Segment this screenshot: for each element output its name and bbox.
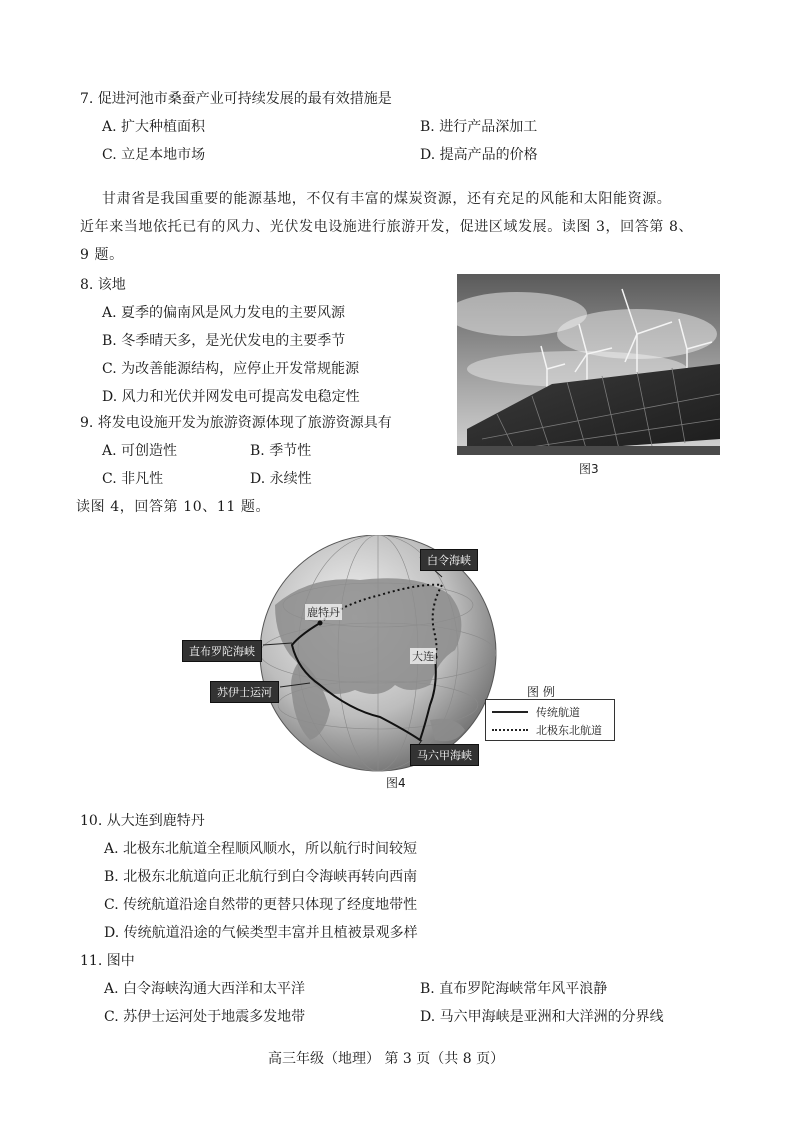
q9-option-c: C. 非凡性 — [102, 471, 164, 487]
q11-option-d: D. 马六甲海峡是亚洲和大洋洲的分界线 — [420, 1009, 664, 1025]
figure-3-caption: 图3 — [579, 462, 599, 476]
label-malacca-strait: 马六甲海峡 — [410, 744, 479, 766]
label-gibraltar-strait: 直布罗陀海峡 — [182, 640, 262, 662]
dotted-line-symbol — [492, 729, 528, 731]
q7-option-c: C. 立足本地市场 — [102, 147, 206, 163]
legend-northeast-label: 北极东北航道 — [536, 724, 602, 737]
legend-traditional-label: 传统航道 — [536, 706, 580, 719]
q11-stem: 11. 图中 — [80, 953, 135, 969]
q7-option-a: A. 扩大种植面积 — [102, 119, 206, 135]
q7-option-b: B. 进行产品深加工 — [420, 119, 538, 135]
legend-title: 图 例 — [527, 685, 555, 699]
legend-row-northeast — [492, 722, 602, 738]
intro-line-3: 9 题。 — [80, 247, 124, 263]
q9-option-b: B. 季节性 — [250, 443, 312, 459]
q7-option-d: D. 提高产品的价格 — [420, 147, 538, 163]
page-footer: 高三年级（地理） 第 3 页（共 8 页） — [268, 1051, 505, 1067]
q11-option-b: B. 直布罗陀海峡常年风平浪静 — [420, 981, 608, 997]
q9-option-a: A. 可创造性 — [102, 443, 178, 459]
q8-option-b: B. 冬季晴天多，是光伏发电的主要季节 — [102, 333, 346, 349]
label-suez-canal: 苏伊士运河 — [210, 681, 279, 703]
q10-option-b: B. 北极东北航道向正北航行到白令海峡再转向西南 — [104, 869, 418, 885]
label-dalian: 大连 — [412, 650, 434, 663]
q8-option-a: A. 夏季的偏南风是风力发电的主要风源 — [102, 305, 346, 321]
legend-row-traditional — [492, 704, 580, 720]
q10-stem: 10. 从大连到鹿特丹 — [80, 813, 205, 829]
q10-option-a: A. 北极东北航道全程顺风顺水，所以航行时间较短 — [104, 841, 418, 857]
solar-wind-farm-image — [457, 274, 720, 455]
legend-box — [485, 699, 615, 741]
q8-option-d: D. 风力和光伏并网发电可提高发电稳定性 — [102, 389, 360, 405]
q10-option-d: D. 传统航道沿途的气候类型丰富并且植被景观多样 — [104, 925, 418, 941]
label-rotterdam: 鹿特丹 — [307, 606, 340, 619]
intro-line-1: 甘肃省是我国重要的能源基地，不仅有丰富的煤炭资源，还有充足的风能和太阳能资源。 — [102, 191, 672, 207]
figure-4-caption: 图4 — [386, 776, 406, 790]
q9-option-d: D. 永续性 — [250, 471, 312, 487]
q10-option-c: C. 传统航道沿途自然带的更替只体现了经度地带性 — [104, 897, 418, 913]
q9-stem: 9. 将发电设施开发为旅游资源体现了旅游资源具有 — [80, 415, 392, 431]
q11-option-c: C. 苏伊士运河处于地震多发地带 — [104, 1009, 306, 1025]
q8-stem: 8. 该地 — [80, 277, 126, 293]
q7-stem: 7. 促进河池市桑蚕产业可持续发展的最有效措施是 — [80, 91, 392, 107]
figure-3-photo — [457, 274, 720, 455]
label-bering-strait: 白令海峡 — [420, 549, 478, 571]
q8-option-c: C. 为改善能源结构，应停止开发常规能源 — [102, 361, 360, 377]
q11-option-a: A. 白令海峡沟通大西洋和太平洋 — [104, 981, 306, 997]
intro-line-2: 近年来当地依托已有的风力、光伏发电设施进行旅游开发，促进区域发展。读图 3，回答第 8、 — [80, 219, 694, 235]
intro-fig4: 读图 4，回答第 10、11 题。 — [76, 499, 271, 515]
solid-line-symbol — [492, 711, 528, 713]
